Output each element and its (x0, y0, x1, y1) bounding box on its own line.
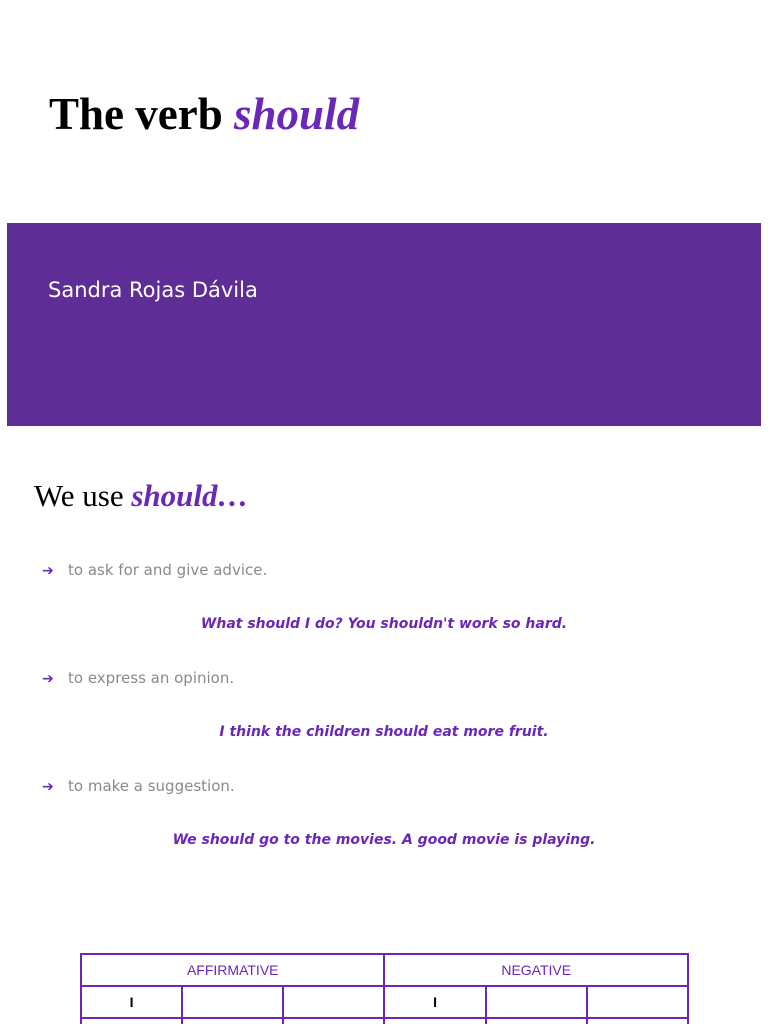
table-cell (283, 1018, 384, 1024)
author-banner (7, 223, 761, 426)
table-cell (81, 1018, 182, 1024)
table-cell (587, 986, 688, 1018)
negative-header: NEGATIVE (384, 954, 688, 986)
table-row (81, 1018, 688, 1024)
use-item-advice (42, 559, 267, 582)
arrow-right-icon: ➔ (42, 779, 54, 795)
section-heading (34, 475, 249, 517)
affirmative-header: AFFIRMATIVE (81, 954, 384, 986)
table-cell (283, 986, 384, 1018)
section-heading-prefix: We use (34, 478, 132, 513)
table-cell (486, 1018, 587, 1024)
arrow-right-icon: ➔ (42, 671, 54, 687)
arrow-right-icon: ➔ (42, 563, 54, 579)
use-item-text: to ask for and give advice. (68, 561, 268, 579)
table-cell (486, 986, 587, 1018)
title-prefix: The verb (49, 89, 234, 139)
use-item-suggestion (42, 775, 235, 798)
use-example-advice: What should I do? You shouldn't work so hard. (200, 616, 568, 632)
table-cell (182, 1018, 283, 1024)
table-cell: I (384, 986, 485, 1018)
title-accent: should (234, 89, 360, 139)
table-cell (384, 1018, 485, 1024)
page-title (49, 86, 359, 142)
author-name: Sandra Rojas Dávila (48, 278, 258, 302)
table-row (81, 986, 688, 1018)
use-item-text: to make a suggestion. (68, 777, 235, 795)
use-item-opinion (42, 667, 234, 690)
use-example-suggestion: We should go to the movies. A good movie is playing. (172, 832, 596, 848)
use-item-text: to express an opinion. (68, 669, 235, 687)
use-example-opinion: I think the children should eat more fruit. (219, 724, 549, 740)
table-cell: I (81, 986, 182, 1018)
table-cell (587, 1018, 688, 1024)
grammar-table (80, 953, 689, 1024)
section-heading-accent: should… (131, 478, 249, 513)
table-header-row (81, 954, 688, 986)
table-cell (182, 986, 283, 1018)
